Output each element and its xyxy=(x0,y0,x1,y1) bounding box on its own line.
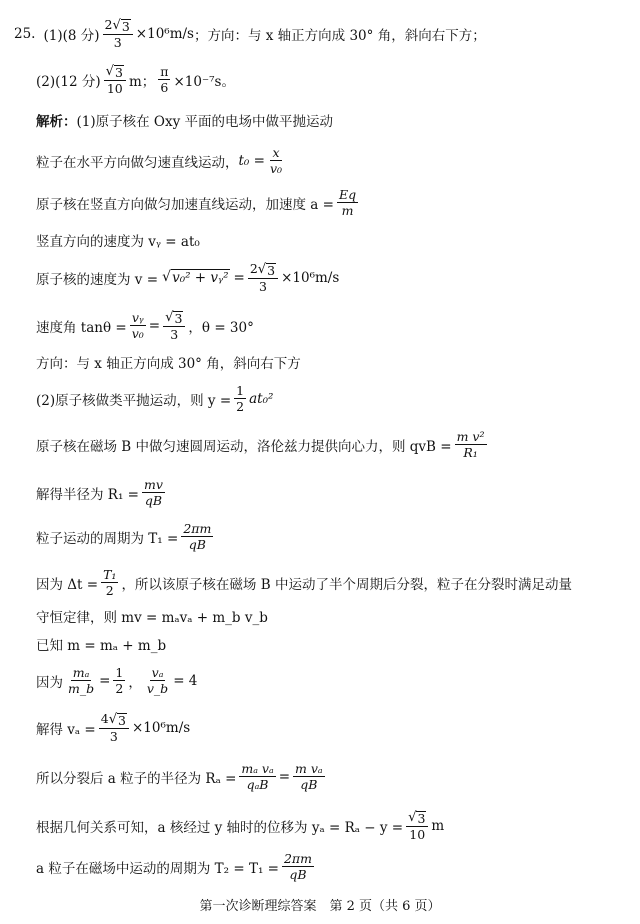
part1-fraction: 2 √ 3 3 xyxy=(103,18,133,49)
solution-line-1: 解析： (1)原子核在 Oxy 平面的电场中做平抛运动 xyxy=(36,110,626,130)
solution-line-17: 所以分裂后 a 粒子的半径为 Rₐ = $\frac{\text{mₐ vₐ}}{\text{qₐB}}$ = $\frac{\text{m vₐ}}{qB}$ xyxy=(36,761,323,793)
part1-unit: ×10⁶m/s xyxy=(135,25,194,42)
answer-line-2: (2)(12 分) √ 3 10 m； $\frac{\pi}{6}$ ×10⁻⁷s。 xyxy=(36,64,235,97)
part2-label: (2)(12 分) xyxy=(36,73,101,90)
part1-direction: ；方向：与 x 轴正方向成 30° 角，斜向右下方； xyxy=(193,27,486,44)
solution-line-10: 解得半径为 R₁ = $\frac{mv}{qB}$ xyxy=(36,477,163,509)
solution-line-2: 粒子在水平方向做匀速直线运动， t₀ = $\frac{x}{\text{v₀}}$ xyxy=(36,145,283,177)
solution-line-8: (2)原子核做类平抛运动，则 y = $\frac{1}{2}$ at₀² xyxy=(36,383,274,415)
solution-heading: 解析： xyxy=(36,114,77,130)
solution-line-16: 解得 vₐ = 4 √ 3 3 ×10⁶m/s xyxy=(36,711,191,745)
solution-line-19: a 粒子在磁场中运动的周期为 T₂ = T₁ = $\frac{2\pi m}{qB}$ xyxy=(36,851,312,883)
question-number: 25. xyxy=(14,25,36,42)
solution-line-13: 守恒定律，则 mv = mₐvₐ + m_b v_b xyxy=(36,610,268,626)
solution-line-5: 原子核的速度为 v = √ v₀² + vᵧ² = 2 √ 3 3 ×10⁶m/s xyxy=(36,261,340,295)
solution-line-3: 原子核在竖直方向做匀加速直线运动，加速度 a = $\frac{Eq}{m}$ xyxy=(36,187,357,219)
solution-line-6: 速度角 tanθ = $\frac{\text{vᵧ}}{\text{v₀}}$ = √ 3 3 ，θ = 30° xyxy=(36,310,254,343)
solution-line-15: 因为 $\frac{\text{mₐ}}{m\_b}$ = $\frac{1}{2}$ ， $\frac{\text{vₐ}}{v\_b}$ = 4 xyxy=(36,665,198,697)
part2-fraction-2: $\frac{\pi}{6}$ xyxy=(160,64,169,96)
page-footer: 第一次诊断理综答案 第 2 页（共 6 页） xyxy=(199,899,441,914)
part2-fraction-1: √ 3 10 xyxy=(104,64,126,95)
answer-line-1 xyxy=(14,18,626,49)
solution-line-12: 因为 Δt = $\frac{\text{T₁}}{2}$ ，所以该原子核在磁场 B 中运动了半个周期后分裂，粒子在分裂时满足动量 xyxy=(36,567,572,599)
part1-label: (1)(8 分) xyxy=(43,27,100,44)
solution-line-4: 竖直方向的速度为 vᵧ = at₀ xyxy=(36,234,200,250)
solution-line-11: 粒子运动的周期为 T₁ = $\frac{2\pi m}{qB}$ xyxy=(36,521,212,553)
solution-line-18: 根据几何关系可知，a 核经过 y 轴时的位移为 yₐ = Rₐ − y = √ 3 10 m xyxy=(36,810,445,843)
solution-line-9: 原子核在磁场 B 中做匀速圆周运动，洛伦兹力提供向心力，则 qvB = $\frac{\text{m v²}}{\text{R₁}}$ xyxy=(36,429,485,461)
solution-line-7: 方向：与 x 轴正方向成 30° 角，斜向右下方 xyxy=(36,356,301,372)
solution-line-14: 已知 m = mₐ + m_b xyxy=(36,638,167,654)
